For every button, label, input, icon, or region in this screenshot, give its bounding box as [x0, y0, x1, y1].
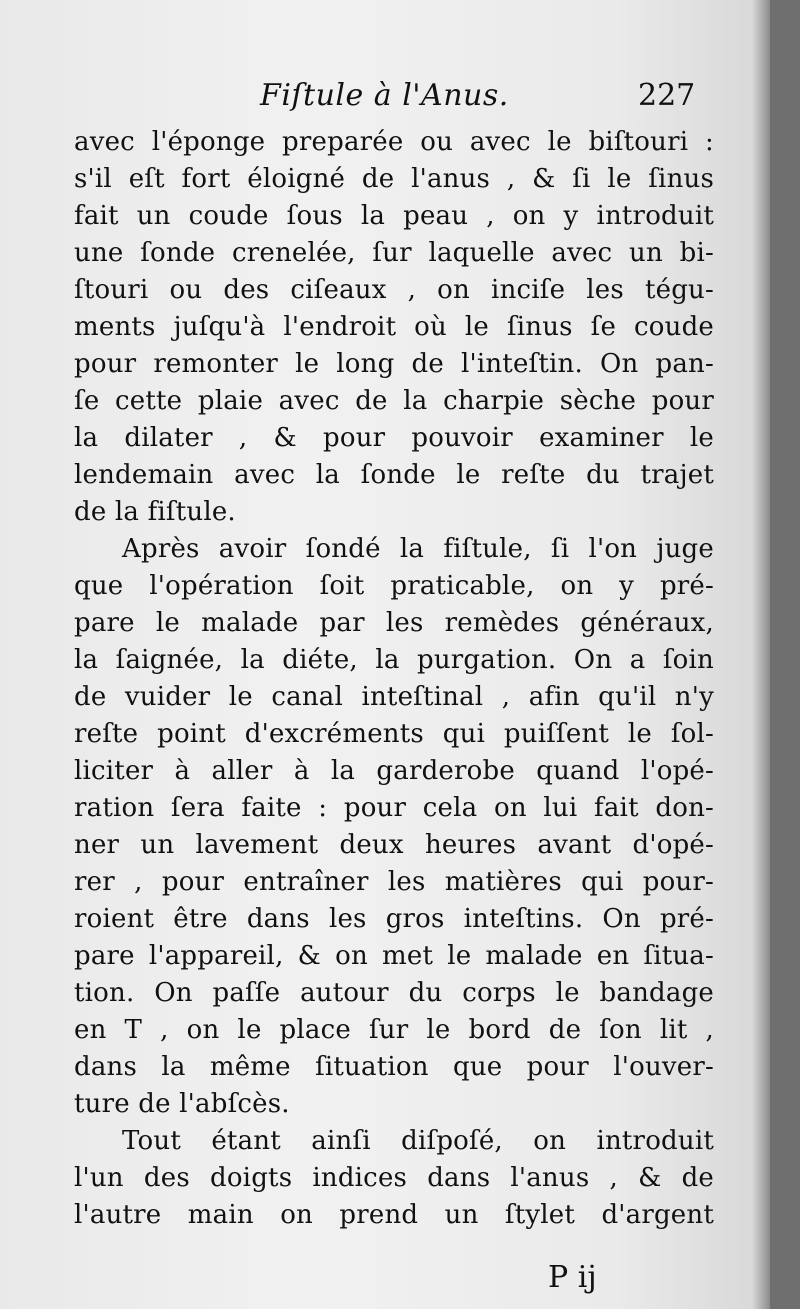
page-number: 227: [638, 78, 696, 113]
text-line: de la fiſtule.: [74, 497, 236, 527]
text-line: lendemain avec la ſonde le reſte du trajet: [74, 460, 714, 490]
text-line: avec l'éponge preparée ou avec le biſtouri :: [74, 127, 714, 157]
text-line: ration ſera faite : pour cela on lui fait don-: [74, 793, 714, 823]
signature-mark: P ij: [548, 1260, 597, 1295]
text-line: une ſonde crenelée, ſur laquelle avec un bi-: [74, 238, 714, 268]
text-line: pare l'appareil, & on met le malade en ſitua-: [74, 941, 714, 971]
text-line: dans la même ſituation que pour l'ouver-: [74, 1052, 714, 1082]
text-line: reſte point d'excréments qui puiſſent le ſol-: [74, 719, 714, 749]
paragraph-start-line: Tout étant ainſi diſpoſé, on introduit: [122, 1126, 714, 1156]
text-line: liciter à aller à la garderobe quand l'opé-: [74, 756, 714, 786]
text-line: ſe cette plaie avec de la charpie sèche pour: [74, 386, 714, 416]
text-line: de vuider le canal inteſtinal , afin qu'il n'y: [74, 682, 714, 712]
text-line: fait un coude ſous la peau , on y introduit: [74, 201, 714, 231]
text-line: l'un des doigts indices dans l'anus , & de: [74, 1163, 714, 1193]
text-line: que l'opération ſoit praticable, on y pré-: [74, 571, 714, 601]
text-line: en T , on le place ſur le bord de ſon lit ,: [74, 1015, 714, 1045]
text-line: pare le malade par les remèdes généraux,: [74, 608, 714, 638]
text-line: la ſaignée, la diéte, la purgation. On a ſoin: [74, 645, 714, 675]
text-line: ments juſqu'à l'endroit où le ſinus ſe coude: [74, 312, 714, 342]
running-title: Fiſtule à l'Anus.: [260, 78, 509, 113]
text-line: ſtouri ou des ciſeaux , on inciſe les tégu-: [74, 275, 714, 305]
text-line: rer , pour entraîner les matières qui pour-: [74, 867, 714, 897]
text-line: s'il eſt fort éloigné de l'anus , & ſi le ſinus: [74, 164, 714, 194]
text-line: roient être dans les gros inteſtins. On pré-: [74, 904, 714, 934]
text-line: tion. On paſſe autour du corps le bandage: [74, 978, 714, 1008]
text-line: l'autre main on prend un ſtylet d'argent: [74, 1200, 714, 1230]
text-line: ner un lavement deux heures avant d'opé-: [74, 830, 714, 860]
text-body: [74, 124, 714, 1234]
page-header: [0, 78, 720, 122]
text-line: pour remonter le long de l'inteſtin. On pan-: [74, 349, 714, 379]
text-line: ture de l'abſcès.: [74, 1089, 290, 1119]
paragraph-start-line: Après avoir ſondé la fiſtule, ſi l'on juge: [122, 534, 714, 564]
text-line: la dilater , & pour pouvoir examiner le: [74, 423, 714, 453]
